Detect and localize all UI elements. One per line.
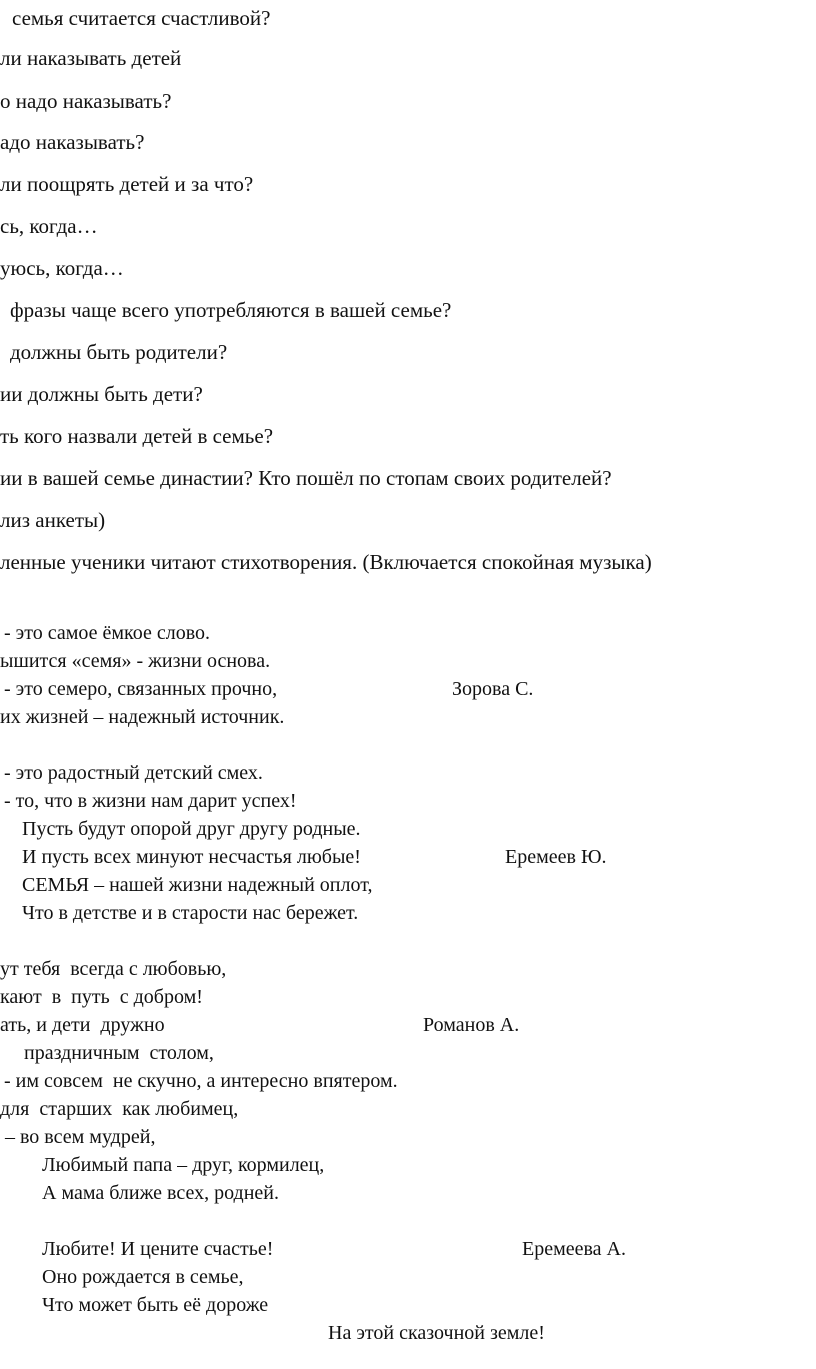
poem-line: На этой сказочной земле!	[328, 1322, 545, 1344]
poem-line: - это самое ёмкое слово.	[4, 622, 211, 644]
poem-line: ать, и дети дружно	[0, 1014, 165, 1036]
poem-author: Зорова С.	[452, 678, 534, 700]
poem-line: И пусть всех минуют несчастья любые!	[22, 846, 361, 868]
poem-line: - это радостный детский смех.	[4, 762, 263, 784]
poem-line: Что может быть её дороже	[42, 1294, 269, 1316]
question-line: адо наказывать?	[0, 130, 145, 154]
question-line: ии должны быть дети?	[0, 382, 203, 406]
poem-author: Романов А.	[423, 1014, 520, 1036]
question-line: о надо наказывать?	[0, 89, 172, 113]
poem-line: ут тебя всегда с любовью,	[0, 958, 227, 980]
poem-line: - это семеро, связанных прочно,	[4, 678, 278, 700]
poem-line: - то, что в жизни нам дарит успех!	[4, 790, 297, 812]
poem-line: Любите! И цените счастье!	[42, 1238, 274, 1260]
poem-line: СЕМЬЯ – нашей жизни надежный оплот,	[22, 874, 373, 896]
poem-line: - им совсем не скучно, а интересно впятером.	[4, 1070, 398, 1092]
poem-line: Пусть будут опорой друг другу родные.	[22, 818, 361, 840]
question-line: ли поощрять детей и за что?	[0, 172, 254, 196]
question-line: уюсь, когда…	[0, 256, 124, 280]
poem-line: их жизней – надежный источник.	[0, 706, 285, 728]
poem-line: для старших как любимец,	[0, 1098, 239, 1120]
poem-line: Любимый папа – друг, кормилец,	[42, 1154, 325, 1176]
poem-line: кают в путь с добром!	[0, 986, 203, 1008]
question-line: лиз анкеты)	[0, 508, 106, 532]
poem-line: Что в детстве и в старости нас бережет.	[22, 902, 359, 924]
stage-direction: ленные ученики читают стихотворения. (Включается спокойная музыка)	[0, 550, 652, 574]
question-line: сь, когда…	[0, 214, 98, 238]
poem-line: Оно рождается в семье,	[42, 1266, 244, 1288]
poem-author: Еремеев Ю.	[505, 846, 607, 868]
poem-line: – во всем мудрей,	[0, 1126, 156, 1148]
question-line: фразы чаще всего употребляются в вашей семье?	[10, 298, 452, 322]
question-line: должны быть родители?	[10, 340, 228, 364]
question-line: ли наказывать детей	[0, 46, 182, 70]
poem-author: Еремеева А.	[522, 1238, 627, 1260]
poem-line: А мама ближе всех, родней.	[42, 1182, 279, 1204]
question-line: семья считается счастливой?	[12, 6, 271, 30]
poem-line: праздничным столом,	[14, 1042, 214, 1064]
question-line: ть кого назвали детей в семье?	[0, 424, 274, 448]
poem-line: ышится «семя» - жизни основа.	[0, 650, 271, 672]
question-line: ии в вашей семье династии? Кто пошёл по стопам своих родителей?	[0, 466, 612, 490]
